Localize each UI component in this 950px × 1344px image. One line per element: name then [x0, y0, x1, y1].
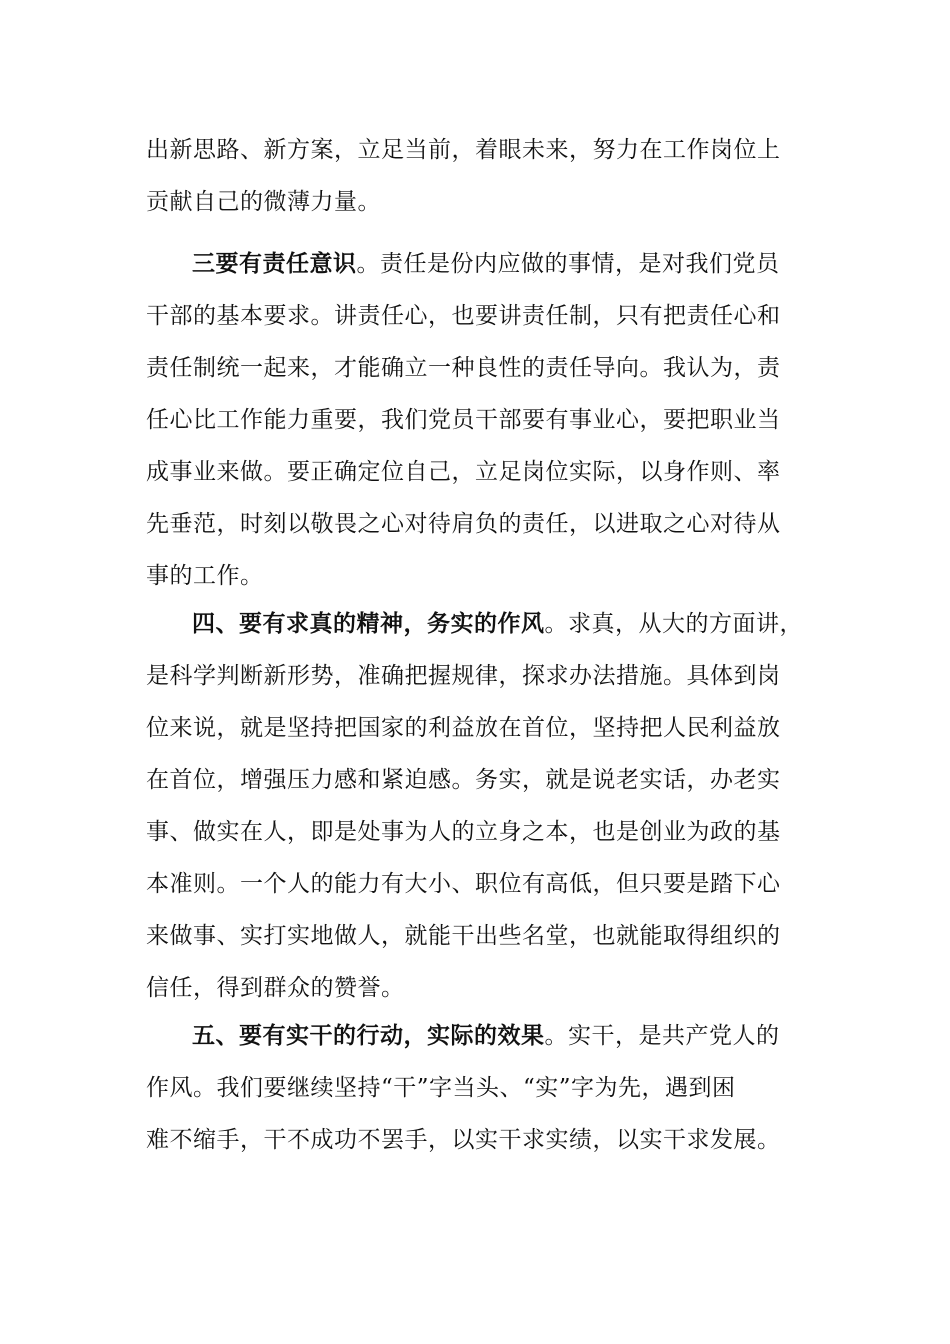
line-text: 位来说，就是坚持把国家的利益放在首位，坚持把人民利益放 — [146, 715, 781, 741]
line-text: 贡献自己的微薄力量。 — [146, 189, 381, 215]
paragraph-heading: 四、要有求真的精神，务实的作风 — [192, 611, 545, 637]
text-line — [146, 806, 806, 858]
paragraph-responsibility — [146, 238, 806, 602]
text-line — [146, 342, 806, 394]
paragraph-heading: 三要有责任意识 — [192, 251, 357, 277]
line-text: 干部的基本要求。讲责任心，也要讲责任制，只有把责任心和 — [146, 303, 781, 329]
text-line — [146, 550, 806, 602]
text-line — [146, 702, 806, 754]
line-text: 在首位，增强压力感和紧迫感。务实，就是说老实话，办老实 — [146, 767, 781, 793]
text-line — [146, 290, 806, 342]
text-line — [146, 650, 806, 702]
line-text: 先垂范，时刻以敬畏之心对待肩负的责任，以进取之心对待从 — [146, 511, 781, 537]
text-line — [146, 1062, 806, 1114]
text-line — [146, 176, 806, 228]
paragraph-heading: 五、要有实干的行动，实际的效果 — [192, 1023, 545, 1049]
paragraph-continuation — [146, 124, 806, 228]
text-line — [146, 598, 806, 650]
text-line — [146, 446, 806, 498]
line-text: 成事业来做。要正确定位自己，立足岗位实际，以身作则、率 — [146, 459, 781, 485]
line-text: 。实干，是共产党人的 — [544, 1023, 780, 1049]
text-line — [146, 754, 806, 806]
paragraph-practical-action — [146, 1010, 806, 1166]
text-line — [146, 1010, 806, 1062]
line-text: 信任，得到群众的赞誉。 — [146, 975, 405, 1001]
text-line — [146, 910, 806, 962]
line-text: 。求真，从大的方面讲， — [544, 611, 803, 637]
text-line — [146, 498, 806, 550]
line-text: 本准则。一个人的能力有大小、职位有高低，但只要是踏下心 — [146, 871, 781, 897]
line-text: 事、做实在人，即是处事为人的立身之本，也是创业为政的基 — [146, 819, 781, 845]
line-text: 。责任是份内应做的事情，是对我们党员 — [356, 251, 780, 277]
line-text: 责任制统一起来，才能确立一种良性的责任导向。我认为，责 — [146, 355, 781, 381]
line-text: 来做事、实打实地做人，就能干出些名堂，也就能取得组织的 — [146, 923, 781, 949]
line-text: 是科学判断新形势，准确把握规律，探求办法措施。具体到岗 — [146, 663, 781, 689]
line-text: 任心比工作能力重要，我们党员干部要有事业心，要把职业当 — [146, 407, 781, 433]
paragraph-truth-seeking — [146, 598, 806, 1014]
line-text: 作风。我们要继续坚持“干”字当头、“实”字为先，遇到困 — [146, 1075, 736, 1101]
text-line — [146, 124, 806, 176]
line-text: 事的工作。 — [146, 563, 264, 589]
line-text: 难不缩手，干不成功不罢手，以实干求实绩，以实干求发展。 — [146, 1127, 781, 1153]
text-line — [146, 238, 806, 290]
text-line — [146, 394, 806, 446]
text-line — [146, 858, 806, 910]
text-line — [146, 1114, 806, 1166]
text-line — [146, 962, 806, 1014]
line-text: 出新思路、新方案，立足当前，着眼未来，努力在工作岗位上 — [146, 137, 781, 163]
